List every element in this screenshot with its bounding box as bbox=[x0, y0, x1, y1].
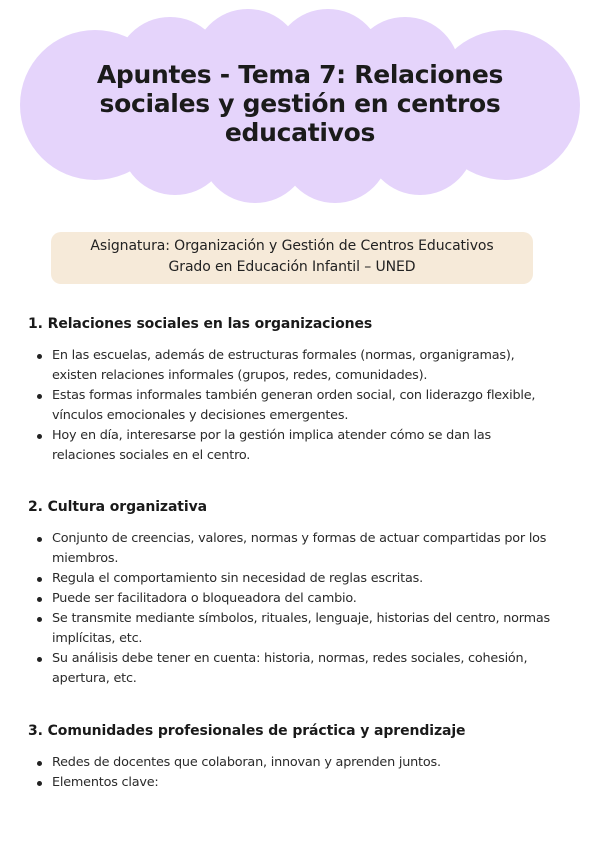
section-heading-organizational-culture: 2. Cultura organizativa bbox=[28, 499, 207, 515]
page-title: Apuntes - Tema 7: Relaciones sociales y gestión en centros educativos bbox=[96, 60, 504, 147]
bullet-icon bbox=[37, 577, 42, 582]
bullet-icon bbox=[37, 434, 42, 439]
bullet-icon bbox=[37, 597, 42, 602]
list-item bbox=[52, 386, 552, 426]
list-item-text: Puede ser facilitadora o bloqueadora del cambio. bbox=[52, 591, 357, 606]
bullet-icon bbox=[37, 617, 42, 622]
list-item-text: Elementos clave: bbox=[52, 775, 159, 790]
list-item bbox=[52, 426, 552, 466]
list-item bbox=[52, 649, 552, 689]
subject-info-box bbox=[51, 232, 533, 284]
list-item bbox=[52, 589, 552, 609]
list-item bbox=[52, 753, 552, 773]
subject-degree-name: Grado en Educación Infantil – UNED bbox=[168, 259, 416, 275]
list-item-text: Estas formas informales también generan orden social, con liderazgo flexible, vínculos emocionales y decisiones emergentes. bbox=[52, 388, 536, 423]
list-item bbox=[52, 529, 552, 569]
bullet-icon bbox=[37, 394, 42, 399]
list-item-text: En las escuelas, además de estructuras formales (normas, organigramas), existen relaciones informales (grupos, redes, comunidades). bbox=[52, 348, 515, 383]
list-item bbox=[52, 609, 552, 649]
list-item-text: Se transmite mediante símbolos, rituales, lenguaje, historias del centro, normas implícitas, etc. bbox=[52, 611, 551, 646]
list-item bbox=[52, 346, 552, 386]
list-item-text: Regula el comportamiento sin necesidad de reglas escritas. bbox=[52, 571, 423, 586]
section-heading-professional-communities: 3. Comunidades profesionales de práctica y aprendizaje bbox=[28, 723, 466, 739]
subject-course-name: Asignatura: Organización y Gestión de Centros Educativos bbox=[90, 238, 494, 254]
bullet-icon bbox=[37, 537, 42, 542]
section-heading-social-relations: 1. Relaciones sociales en las organizaciones bbox=[28, 316, 373, 332]
section-list-professional-communities bbox=[52, 753, 552, 793]
list-item bbox=[52, 773, 552, 793]
list-item-text: Hoy en día, interesarse por la gestión implica atender cómo se dan las relaciones sociales en el centro. bbox=[52, 428, 491, 463]
section-list-organizational-culture bbox=[52, 529, 552, 689]
list-item-text: Su análisis debe tener en cuenta: historia, normas, redes sociales, cohesión, apertura, etc. bbox=[52, 651, 528, 686]
bullet-icon bbox=[37, 761, 42, 766]
bullet-icon bbox=[37, 781, 42, 786]
list-item bbox=[52, 569, 552, 589]
list-item-text: Conjunto de creencias, valores, normas y formas de actuar compartidas por los miembros. bbox=[52, 531, 547, 566]
bullet-icon bbox=[37, 354, 42, 359]
bullet-icon bbox=[37, 657, 42, 662]
section-list-social-relations bbox=[52, 346, 552, 466]
list-item-text: Redes de docentes que colaboran, innovan y aprenden juntos. bbox=[52, 755, 441, 770]
